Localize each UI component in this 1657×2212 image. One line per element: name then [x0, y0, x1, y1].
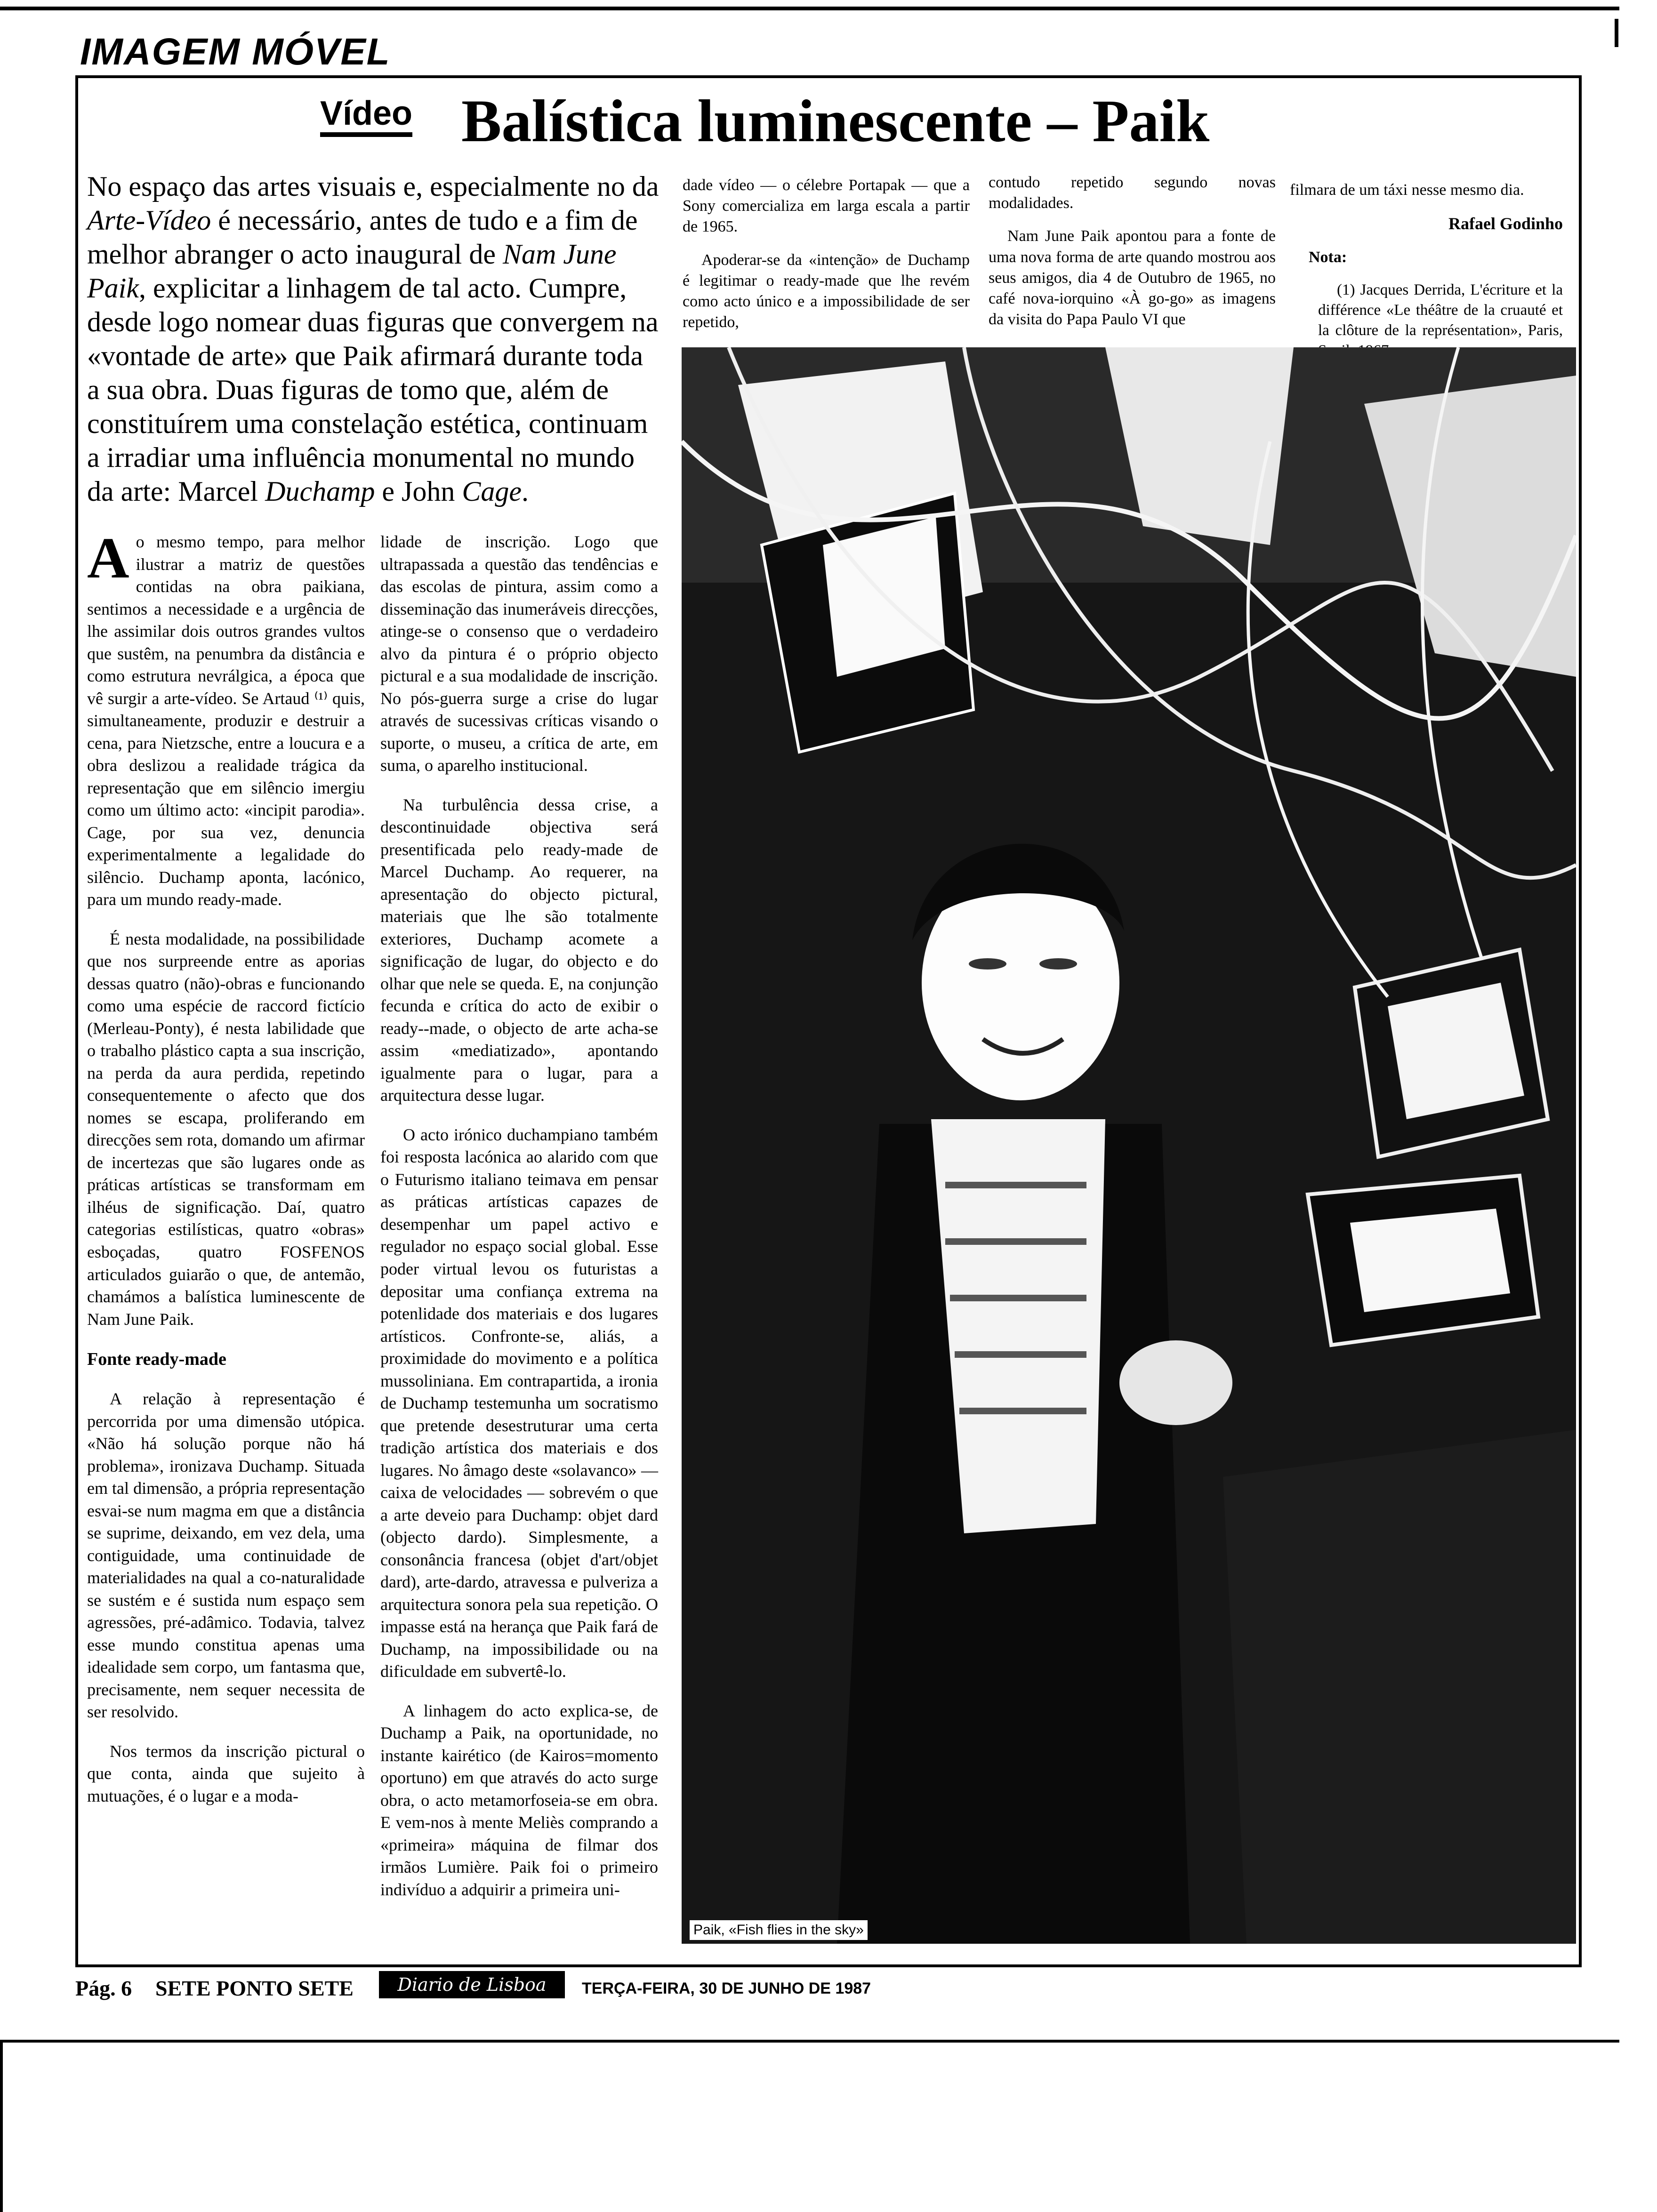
- subhead-fonte-ready-made: Fonte ready-made: [87, 1349, 226, 1370]
- bottom-rule: [0, 2040, 1619, 2043]
- headline: Balística luminescente – Paik: [461, 88, 1210, 154]
- col1-paragraph-2: É nesta modalidade, na possibilidade que nos surpreende entre as aporias dessas quatro (não)-obras e funcionando como uma espécie de raccord fictício (Merleau-Ponty), é nesta labilidade que o trabalho plástico capta a sua inscrição, na perda da aura perdida, repetindo consequentemente o afecto que dos nomes se escapa, proliferando em direcções sem rota, domando um afirmar de incertezas que são lugares onde as práticas artísticas se transformam em ilhéus de significação. Daí, quatro categorias estilísticas, quatro «obras» esboçadas, quatro FOSFENOS articulados guiarão o que, de antemão, chamámos a balística luminescente de Nam June Paik.: [87, 929, 365, 1329]
- author-byline: Rafael Godinho: [1448, 214, 1563, 233]
- lead-italic-1: Arte-Vídeo: [87, 205, 211, 236]
- lead-italic-4: Cage: [462, 476, 522, 507]
- drop-cap: A: [87, 526, 129, 590]
- photo-image: [682, 347, 1576, 1944]
- column-1: [87, 526, 365, 1824]
- section-label: IMAGEM MÓVEL: [80, 31, 391, 72]
- photo-caption: Paik, «Fish flies in the sky»: [690, 1920, 868, 1940]
- photo-paik: [682, 347, 1576, 1944]
- col1-paragraph-4: Nos termos da inscrição pictural o que conta, ainda que sujeito à mutuações, é o lugar e a moda-: [87, 1741, 365, 1805]
- column-3: [683, 175, 970, 345]
- col2-paragraph-1: lidade de inscrição. Logo que ultrapassada a questão das tendências e das escolas de pintura, assim como a disseminação das inumeráveis direcções, atinge-se o consenso que o verdadeiro alvo da pintura é o próprio objecto pictural e a sua modalidade de inscrição. No pós-guerra surge a crise do lugar através de sucessivas críticas visando o suporte, o museu, a crítica de arte, em suma, o aparelho institucional.: [380, 532, 658, 775]
- lead-italic-2: Nam June Paik: [87, 239, 617, 304]
- column-5: [1290, 180, 1563, 373]
- col2-paragraph-4: A linhagem do acto explica-se, de Duchamp a Paik, na oportunidade, no instante kairético (de Kairos=momento oportuno) em que através do acto surge obra, o acto metamorfoseia-se em obra. E vem-nos à mente Meliès comprando a «primeira» máquina de filmar dos irmãos Lumière. Paik foi o primeiro indivíduo a adquirir a primeira uni-: [380, 1701, 658, 1899]
- col1-paragraph-3: A relação à representação é percorrida por uma dimensão utópica. «Não há solução porque não há problema», ironizava Duchamp. Situada em tal dimensão, a própria representação esvai-se num magma em que a distância se suprime, deixando, em vez dela, uma contiguidade, uma continuidade de materialidades na qual a co-naturalidade se sustém e é sustida num espaço sem agressões, pré-adâmico. Todavia, talvez esse mundo constitua apenas uma idealidade sem corpo, um fantasma que, precisamente, nem sequer necessita de ser resolvido.: [87, 1389, 365, 1722]
- lead-italic-3: Duchamp: [265, 476, 375, 507]
- col3-paragraph-2: Apoderar-se da «intenção» de Duchamp é legitimar o ready-made que lhe revém como acto único e a impossibilidade de ser repetido,: [683, 251, 970, 331]
- lead-text-4: e John: [375, 476, 462, 507]
- newspaper-masthead: Diario de Lisboa: [379, 1971, 565, 1998]
- edge-mark: [1615, 19, 1618, 47]
- lead-text-1: No espaço das artes visuais e, especialmente no da: [87, 171, 659, 202]
- column-2: [380, 531, 658, 1918]
- note-title: Nota:: [1309, 248, 1347, 266]
- col2-paragraph-2: Na turbulência dessa crise, a descontinuidade objectiva será presentificada pelo ready-made de Marcel Duchamp. Ao requerer, na apresentação do objecto pictural, materiais que lhe são totalmente exteriores, Duchamp acomete a significação de lugar, do objecto e do olhar que nele se queda. E, na conjunção fecunda e crítica do acto de exibir o ready--made, o objecto de arte acha-se assim «mediatizado», apontando igualmente para o lugar, para a arquitectura desse lugar.: [380, 795, 658, 1105]
- col3-paragraph-1: dade vídeo — o célebre Portapak — que a Sony comercializa em larga escala a partir de 1965.: [683, 176, 970, 236]
- supplement-name: SETE PONTO SETE: [155, 1976, 354, 2000]
- col4-paragraph-2: Nam June Paik apontou para a fonte de uma nova forma de arte quando mostrou aos seus amigos, dia 4 de Outubro de 1965, no café nova-iorquino «À go-go» as imagens da visita do Papa Paulo VI que: [989, 227, 1276, 329]
- lead-text-3: , explicitar a linhagem de tal acto. Cumpre, desde logo nomear duas figuras que convergem na «vontade de arte» que Paik afirmará durante toda a sua obra. Duas figuras de tomo que, além de constituírem uma constelação estética, continuam a irradiar uma influência monumental no mundo da arte: Marcel: [87, 272, 659, 507]
- left-edge-line: [0, 2043, 3, 2212]
- video-tag: Vídeo: [320, 96, 412, 137]
- lead-text-5: .: [522, 476, 529, 507]
- publication-date: TERÇA-FEIRA, 30 DE JUNHO DE 1987: [582, 1980, 871, 1997]
- lead-text-2: é necessário, antes de tudo e a fim de melhor abranger o acto inaugural de: [87, 205, 638, 270]
- col2-paragraph-3: O acto irónico duchampiano também foi resposta lacónica ao alarido com que o Futurismo italiano teimava em pensar as práticas artísticas capazes de desempenhar um papel activo e regulador no espaço social global. Esse poder virtual levou os futuristas a depositar uma confiança extrema na potenlidade dos materiais e dos lugares artísticos. Confronte-se, aliás, a proximidade do movimento e a política mussoliniana. Em contrapartida, a ironia de Duchamp testemunha um socratismo que pretende desestruturar uma certa tradição artística dos materiais e dos lugares. No âmago deste «solavanco» — caixa de velocidades — sobrevém o que a arte deveio para Duchamp: objet dard (objecto dardo). Simplesmente, a consonância francesa (objet d'art/objet dard), arte-dardo, atravessa e pulveriza a arquitectura sonora pela sua repetição. O impasse está na herança que Paik fará de Duchamp, na impossibilidade ou na dificuldade em subvertê-lo.: [380, 1125, 658, 1681]
- page-number: Pág. 6: [75, 1976, 132, 2000]
- col1-paragraph-1: [87, 526, 365, 911]
- lead-paragraph: [87, 169, 659, 508]
- col1-p1-text: o mesmo tempo, para melhor ilustrar a matriz de questões contidas na obra paikiana, sentimos a necessidade e a urgência de lhe assimilar dois outros grandes vultos que sustêm, na penumbra da distância e como estrutura nevrálgica, a época que vê surgir a arte-vídeo. Se Artaud ⁽¹⁾ quis, simultaneamente, produzir e destruir a cena, para Nietzsche, entre a loucura e a obra deslizou a realidade trágica da representação que em silêncio imergiu como um último acto: «incipit parodia». Cage, por sua vez, denuncia experimentalmente a legalidade do silêncio. Duchamp aponta, lacónico, para um mundo ready-made.: [87, 532, 365, 909]
- col5-paragraph-1: filmara de um táxi nesse mesmo dia.: [1290, 181, 1524, 199]
- col4-paragraph-1: contudo repetido segundo novas modalidades.: [989, 174, 1276, 212]
- top-rule: [0, 7, 1619, 10]
- note-body: (1) Jacques Derrida, L'écriture et la différence «Le théâtre de la cruauté et la clôture de la représentation», Paris,: [1318, 281, 1563, 339]
- column-4: [989, 172, 1276, 342]
